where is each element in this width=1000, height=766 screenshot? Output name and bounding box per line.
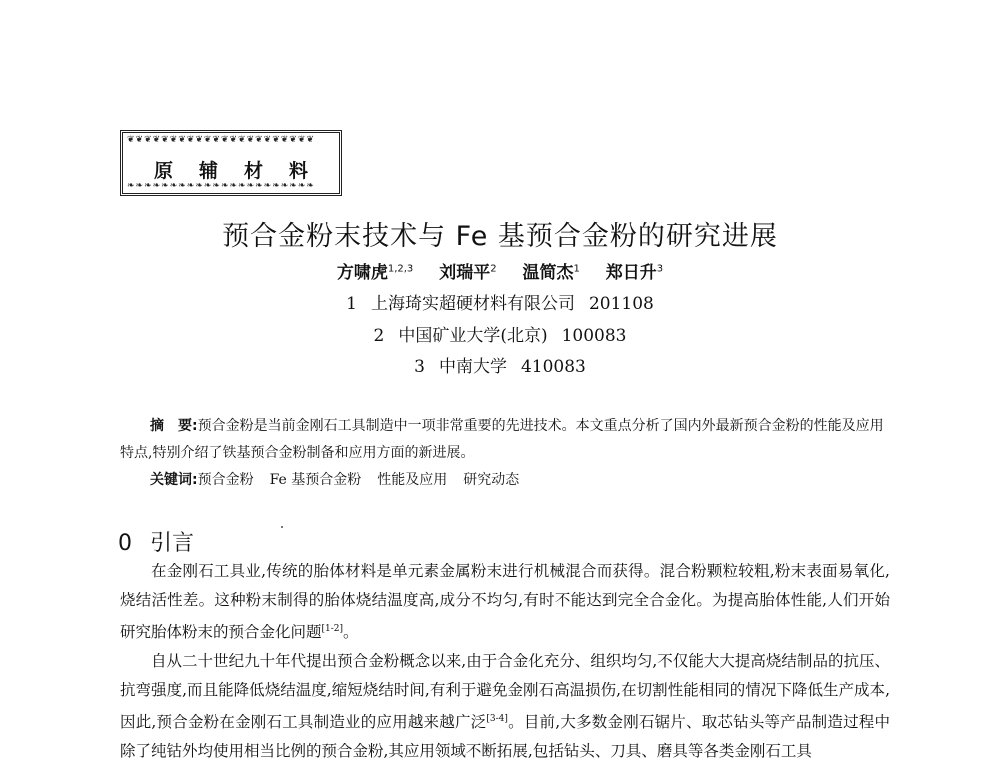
author-list — [0, 258, 1000, 283]
section-label-box — [120, 130, 342, 196]
stray-mark — [281, 526, 283, 528]
author: 温简杰$^1$ — [522, 263, 580, 283]
keyword: 预合金粉 — [197, 472, 254, 488]
paragraph: 在金刚石工具业,传统的胎体材料是单元素金属粉末进行机械混合而获得。混合粉颗粒较粗,粉末表面易氧化,烧结活性差。这种粉末制得的胎体烧结温度高,成分不均匀,有时不能达到完全合金化。为提高胎体性能,人们开始研究胎体粉末的预合金化问题[1-2]。 — [120, 562, 890, 642]
author: 郑日升$^3$ — [605, 263, 664, 283]
author: 刘瑞平$^2$ — [439, 263, 497, 283]
abstract-label: 摘 要: — [150, 418, 198, 434]
keyword: 研究动态 — [463, 472, 520, 488]
affiliation: 2 中国矿业大学(北京) 100083 — [373, 326, 627, 346]
section-label: 原辅材料 — [153, 160, 334, 182]
author: 方啸虎$^{1,2,3}$ — [336, 263, 414, 283]
abstract-text: 预合金粉是当前金刚石工具制造中一项非常重要的先进技术。本文重点分析了国内外最新预合金粉的性能及应用特点,特别介绍了铁基预合金粉制备和应用方面的新进展。 — [120, 418, 884, 461]
keywords — [150, 467, 890, 494]
body-text — [120, 557, 890, 766]
citation: [3-4] — [486, 714, 508, 725]
affiliation: 3 中南大学 410083 — [414, 357, 586, 377]
citation: [1-2] — [321, 624, 344, 634]
paragraph: 自从二十世纪九十年代提出预合金粉概念以来,由于合金化充分、组织均匀,不仅能大大提高烧结制品的抗压、抗弯强度,而且能降低烧结温度,缩短烧结时间,有利于避免金刚石高温损伤,在切割性能相同的情况下降低生产成本,因此,预合金粉在金刚石工具制造业的应用越来越广泛[3-4]。目前,大多数金刚石锯片、取芯钻头等产品制造过程中除了纯钴外均使用相当比例的预合金粉,其应用领域不断拓展,包括钻头、刀具、磨具等各类金刚石工具 — [120, 652, 890, 761]
affiliation: 1 上海琦实超硬材料有限公司 201108 — [346, 294, 654, 314]
keyword: 性能及应用 — [377, 472, 448, 488]
paper-title: 预合金粉末技术与 Fe 基预合金粉的研究进展 — [222, 221, 778, 252]
abstract — [120, 413, 890, 467]
decorative-border-top: ❦❦❦❦❦❦❦❦❦❦❦❦❦❦❦❦❦❦❦❦❦❦ — [127, 135, 315, 145]
keywords-label: 关键词: — [150, 472, 198, 488]
decorative-border-bottom: ❧❧❧❧❧❧❧❧❧❧❧❧❧❧❧❧❧❧❧❧❧❧ — [127, 181, 315, 191]
section-heading: 0 引言 — [118, 531, 195, 556]
keyword: Fe 基预合金粉 — [269, 472, 362, 488]
